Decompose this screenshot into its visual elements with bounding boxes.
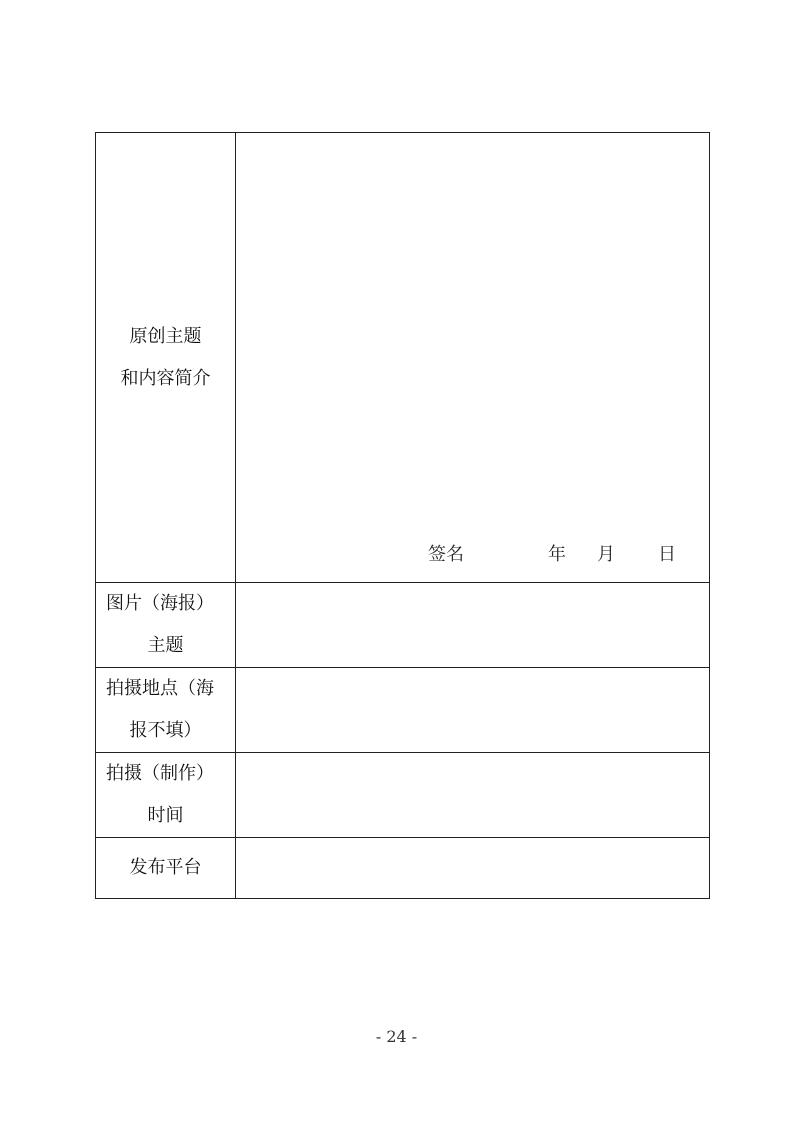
- form-row-topic-summary: [96, 133, 710, 583]
- row-label-line: 报不填）: [129, 720, 202, 741]
- label-cell-image-topic: [96, 583, 236, 668]
- row-label-line: 主题: [147, 635, 184, 656]
- row-label-line: 时间: [147, 805, 184, 826]
- shooting-location-field[interactable]: [236, 668, 710, 753]
- form-row-shooting-location: [96, 668, 710, 753]
- row-label-line: 和内容简介: [120, 367, 211, 389]
- shooting-time-field[interactable]: [236, 753, 710, 838]
- label-cell-publish-platform: [96, 838, 236, 899]
- page-number: - 24 -: [375, 1027, 418, 1046]
- signature-label: 签名: [428, 544, 464, 565]
- form-row-publish-platform: [96, 838, 710, 899]
- row-label-line: 发布平台: [129, 857, 202, 878]
- label-cell-topic-summary: [96, 133, 236, 583]
- month-label: 月: [597, 544, 615, 565]
- day-label: 日: [658, 544, 676, 565]
- image-topic-field[interactable]: [236, 583, 710, 668]
- application-form-table: [95, 132, 710, 899]
- label-cell-shooting-location: [96, 668, 236, 753]
- topic-summary-field[interactable]: [236, 133, 710, 583]
- row-label-line: 拍摄（制作）: [106, 763, 214, 784]
- publish-platform-field[interactable]: [236, 838, 710, 899]
- row-label-line: 图片（海报）: [106, 593, 214, 614]
- year-label: 年: [548, 544, 566, 565]
- form-row-shooting-time: [96, 753, 710, 838]
- form-row-image-topic: [96, 583, 710, 668]
- row-label-line: 原创主题: [129, 325, 202, 347]
- label-cell-shooting-time: [96, 753, 236, 838]
- row-label-line: 拍摄地点（海: [106, 678, 214, 699]
- signature-date-line: [236, 540, 712, 570]
